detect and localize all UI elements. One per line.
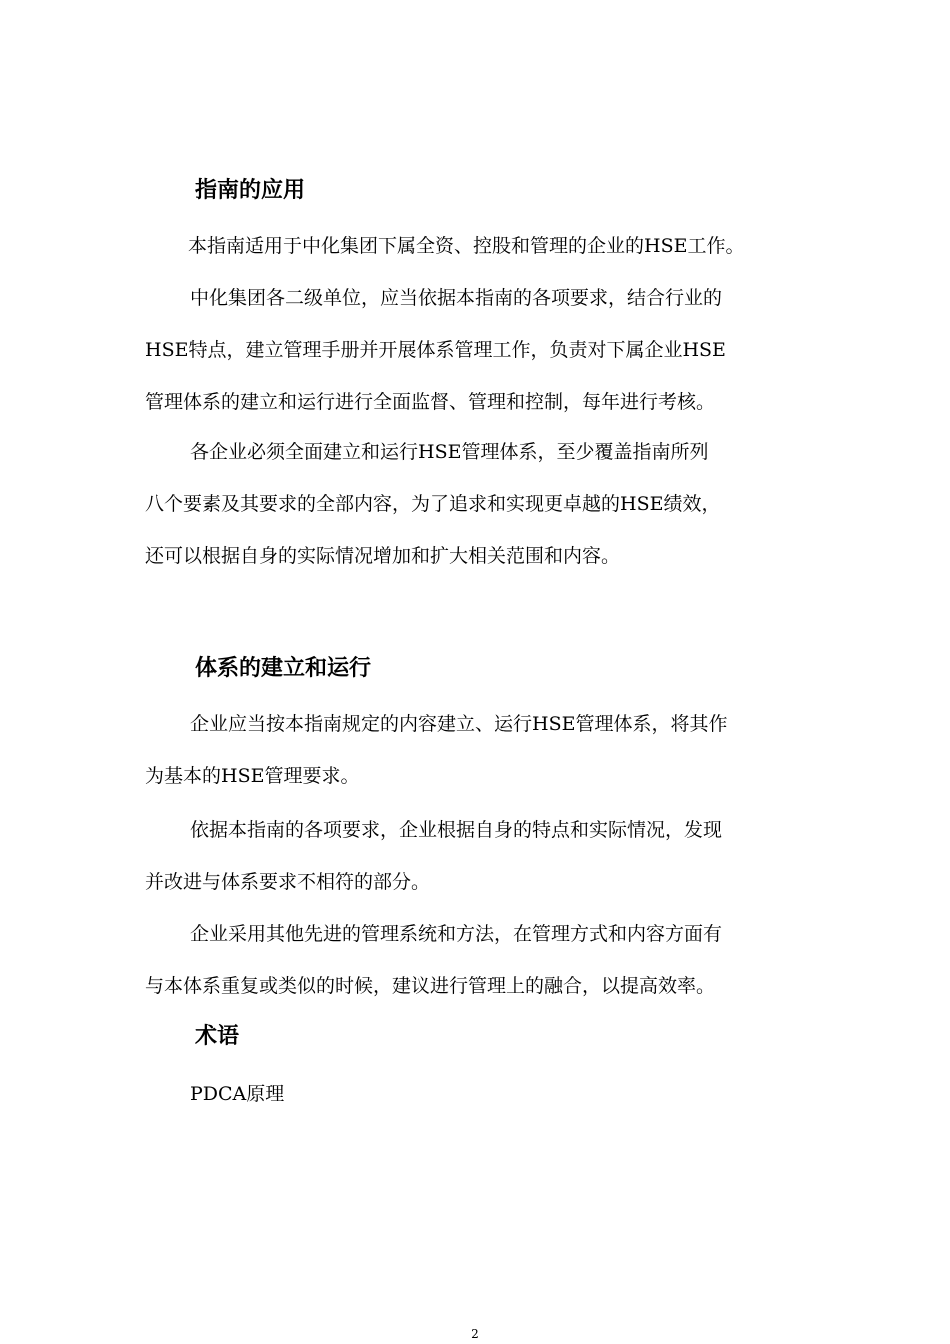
paragraph-line: 中化集团各二级单位，应当依据本指南的各项要求，结合行业的 — [190, 287, 723, 309]
section-heading-application: 指南的应用 — [195, 178, 306, 203]
paragraph-line: 八个要素及其要求的全部内容，为了追求和实现更卓越的HSE绩效， — [145, 493, 721, 515]
paragraph-line: 与本体系重复或类似的时候，建议进行管理上的融合，以提高效率。 — [145, 975, 716, 997]
paragraph-line: 依据本指南的各项要求，企业根据自身的特点和实际情况，发现 — [190, 819, 723, 841]
paragraph-line: 企业应当按本指南规定的内容建立、运行HSE管理体系，将其作 — [190, 713, 728, 735]
paragraph-line: 企业采用其他先进的管理系统和方法，在管理方式和内容方面有 — [190, 923, 723, 945]
paragraph-line: 为基本的HSE管理要求。 — [145, 765, 360, 787]
paragraph-line: 各企业必须全面建立和运行HSE管理体系，至少覆盖指南所列 — [190, 441, 709, 463]
paragraph-line: 还可以根据自身的实际情况增加和扩大相关范围和内容。 — [145, 545, 621, 567]
paragraph-line: HSE特点，建立管理手册并开展体系管理工作，负责对下属企业HSE — [145, 339, 726, 361]
section-heading-terminology: 术语 — [195, 1024, 240, 1049]
paragraph-line: PDCA原理 — [190, 1083, 285, 1105]
paragraph-line: 管理体系的建立和运行进行全面监督、管理和控制，每年进行考核。 — [145, 391, 716, 413]
page-number: 2 — [471, 1327, 479, 1341]
paragraph-line: 本指南适用于中化集团下属全资、控股和管理的企业的HSE工作。 — [188, 235, 745, 257]
paragraph-line: 并改进与体系要求不相符的部分。 — [145, 871, 431, 893]
section-heading-establishment: 体系的建立和运行 — [195, 656, 372, 681]
